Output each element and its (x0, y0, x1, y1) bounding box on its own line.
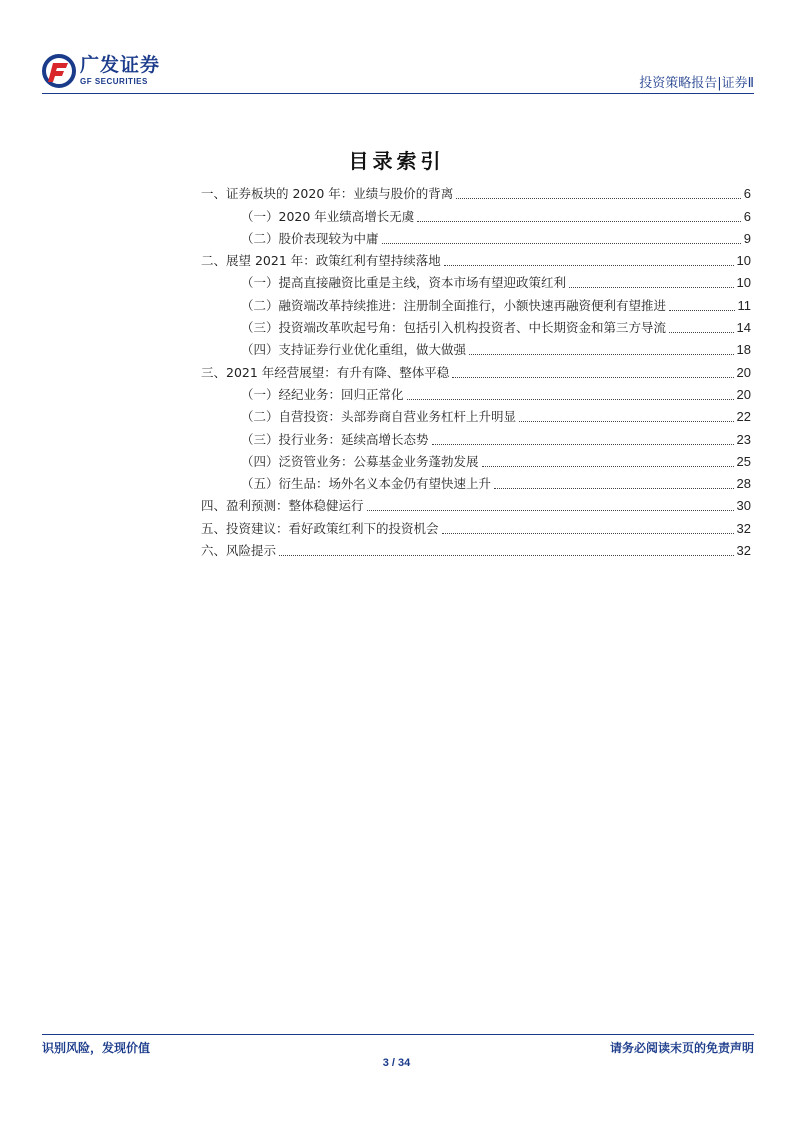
toc-entry-title: （一）经纪业务：回归正常化 (241, 386, 404, 402)
toc-entry-page: 30 (736, 498, 751, 514)
toc-entry-title: （一）提高直接融资比重是主线，资本市场有望迎政策红利 (241, 275, 567, 291)
toc-entry-page: 6 (743, 208, 751, 224)
toc-dot-leader (456, 198, 741, 199)
footer-divider (42, 1034, 754, 1035)
toc-dot-leader (469, 354, 734, 355)
toc-entry[interactable] (201, 470, 751, 492)
toc-entry-title: （二）自营投资：头部券商自营业务杠杆上升明显 (241, 409, 517, 425)
toc-entry[interactable] (201, 381, 751, 403)
toc-entry-page: 10 (736, 253, 751, 269)
toc-entry-title: （四）泛资管业务：公募基金业务蓬勃发展 (241, 453, 479, 469)
toc-entry[interactable] (201, 492, 751, 514)
toc-entry[interactable] (201, 180, 751, 202)
table-of-contents (201, 180, 751, 559)
toc-entry-page: 20 (736, 386, 751, 402)
logo-english-name: GF SECURITIES (80, 77, 148, 86)
toc-dot-leader (519, 421, 734, 422)
toc-entry[interactable] (201, 448, 751, 470)
toc-entry-title: （三）投资端改革吹起号角：包括引入机构投资者、中长期资金和第三方导流 (241, 320, 667, 336)
toc-dot-leader (442, 533, 734, 534)
toc-entry-page: 18 (736, 342, 751, 358)
gf-logo-icon (42, 54, 76, 88)
toc-entry-title: （一）2020 年业绩高增长无虞 (241, 208, 415, 224)
toc-entry-page: 22 (736, 409, 751, 425)
toc-dot-leader (407, 399, 734, 400)
footer-disclaimer-note: 请务必阅读末页的免责声明 (609, 1041, 754, 1055)
toc-entry[interactable] (201, 514, 751, 536)
toc-entry-title: 二、展望 2021 年：政策红利有望持续落地 (201, 253, 441, 269)
toc-dot-leader (452, 377, 733, 378)
toc-entry[interactable] (201, 425, 751, 447)
toc-entry-page: 25 (736, 453, 751, 469)
toc-entry-page: 6 (743, 186, 751, 202)
toc-entry-page: 11 (737, 297, 751, 313)
toc-dot-leader (669, 332, 734, 333)
toc-entry[interactable] (201, 336, 751, 358)
toc-entry[interactable] (201, 269, 751, 291)
toc-entry-title: （二）融资端改革持续推进：注册制全面推行，小额快速再融资便利有望推进 (241, 297, 667, 313)
page-number: 3 / 34 (382, 1057, 411, 1069)
toc-entry-page: 9 (743, 230, 751, 246)
toc-entry-title: （三）投行业务：延续高增长态势 (241, 431, 429, 447)
toc-entry-title: （二）股价表现较为中庸 (241, 230, 379, 246)
toc-entry[interactable] (201, 358, 751, 380)
toc-entry-title: 五、投资建议：看好政策红利下的投资机会 (201, 520, 439, 536)
report-type-label: 投资策略报告|证券Ⅱ (639, 76, 754, 91)
toc-dot-leader (482, 466, 734, 467)
toc-entry-page: 32 (736, 520, 751, 536)
toc-entry-page: 14 (736, 320, 751, 336)
toc-dot-leader (367, 510, 734, 511)
footer-slogan: 识别风险，发现价值 (42, 1041, 151, 1055)
toc-entry-title: 三、2021 年经营展望：有升有降、整体平稳 (201, 364, 450, 380)
toc-entry-page: 10 (736, 275, 751, 291)
toc-entry-title: 六、风险提示 (201, 543, 277, 559)
toc-dot-leader (569, 287, 734, 288)
toc-entry[interactable] (201, 247, 751, 269)
logo-chinese-name: 广发证券 (80, 54, 161, 76)
toc-entry-page: 32 (736, 543, 751, 559)
toc-entry-page: 28 (736, 476, 751, 492)
toc-entry-title: 四、盈利预测：整体稳健运行 (201, 498, 364, 514)
toc-dot-leader (494, 488, 734, 489)
toc-entry-title: 一、证券板块的 2020 年：业绩与股价的背离 (201, 186, 454, 202)
toc-entry[interactable] (201, 225, 751, 247)
toc-entry[interactable] (201, 537, 751, 559)
toc-dot-leader (417, 221, 740, 222)
toc-dot-leader (444, 265, 734, 266)
toc-entry[interactable] (201, 314, 751, 336)
toc-dot-leader (279, 555, 734, 556)
toc-title: 目录索引 (348, 149, 445, 173)
toc-entry-page: 23 (736, 431, 751, 447)
toc-dot-leader (432, 444, 734, 445)
toc-entry[interactable] (201, 291, 751, 313)
toc-entry[interactable] (201, 403, 751, 425)
toc-dot-leader (382, 243, 741, 244)
toc-dot-leader (669, 310, 734, 311)
company-logo (42, 54, 160, 88)
header-divider (42, 93, 754, 94)
toc-entry[interactable] (201, 202, 751, 224)
toc-entry-title: （四）支持证券行业优化重组，做大做强 (241, 342, 467, 358)
page-header (42, 52, 754, 92)
toc-entry-title: （五）衍生品：场外名义本金仍有望快速上升 (241, 476, 492, 492)
toc-entry-page: 20 (736, 364, 751, 380)
